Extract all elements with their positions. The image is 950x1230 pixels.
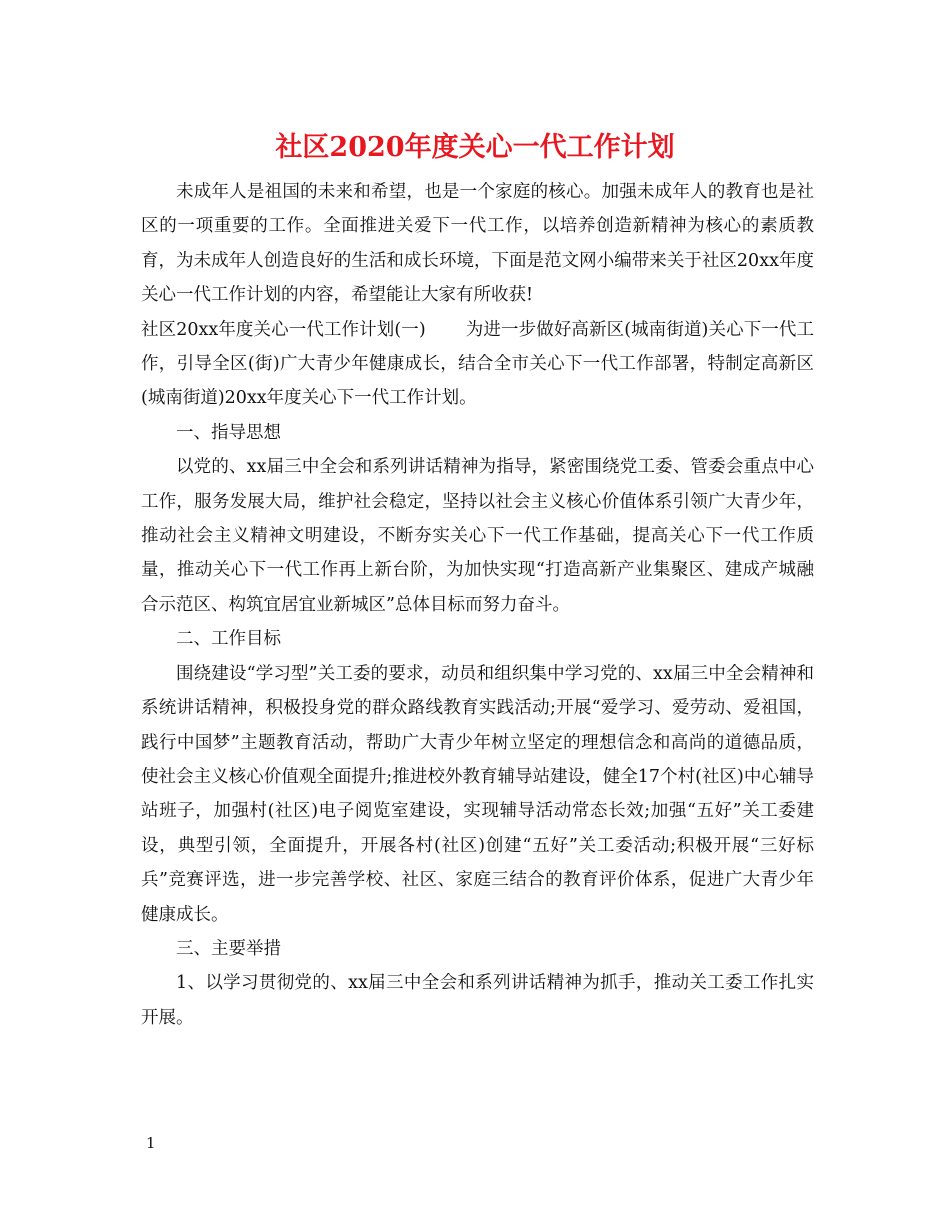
document-body (141, 175, 814, 1035)
plan-intro: 为进一步做好高新区(城南街道)关心下一代工作，引导全区(街)广大青少年健康成长，结合全市关心下一代工作部署，特制定高新区(城南街道)20xx年度关心下一代工作计划。 (141, 319, 814, 409)
plan-heading: 社区20xx年度关心一代工作计划(一) (141, 319, 426, 340)
section-heading-work-goals: 二、工作目标 (176, 629, 281, 650)
section-text-work-goals: 围绕建设“学习型”关工委的要求，动员和组织集中学习党的、xx届三中全会精神和系统讲话精神，积极投身党的群众路线教育实践活动;开展“爱学习、爱劳动、爱祖国，践行中国梦”主题教育活动，帮助广大青少年树立坚定的理想信念和高尚的道德品质，使社会主义核心价值观全面提升;推进校外教育辅导站建设，健全17个村(社区)中心辅导站班子，加强村(社区)电子阅览室建设，实现辅导活动常态长效;加强“五好”关工委建设，典型引领，全面提升，开展各村(社区)创建“五好”关工委活动;积极开展“三好标兵”竞赛评选，进一步完善学校、社区、家庭三结合的教育评价体系，促进广大青少年健康成长。 (141, 663, 814, 925)
plan-paragraph (141, 313, 814, 416)
document-title: 社区2020年度关心一代工作计划 (275, 132, 675, 163)
section-text-main-measures: 1、以学习贯彻党的、xx届三中全会和系列讲话精神为抓手，推动关工委工作扎实开展。 (141, 973, 814, 1028)
intro-paragraph: 未成年人是祖国的未来和希望，也是一个家庭的核心。加强未成年人的教育也是社区的一项重要的工作。全面推进关爱下一代工作，以培养创造新精神为核心的素质教育，为未成年人创造良好的生活和成长环境，下面是范文网小编带来关于社区20xx年度关心一代工作计划的内容，希望能让大家有所收获! (141, 182, 814, 306)
section-heading-guiding-ideology: 一、指导思想 (176, 422, 281, 443)
section-heading-main-measures: 三、主要举措 (176, 938, 281, 959)
section-text-guiding-ideology: 以党的、xx届三中全会和系列讲话精神为指导，紧密围绕党工委、管委会重点中心工作，服务发展大局，维护社会稳定，坚持以社会主义核心价值体系引领广大青少年，推动社会主义精神文明建设，不断夯实关心下一代工作基础，提高关心下一代工作质量，推动关心下一代工作再上新台阶，为加快实现“打造高新产业集聚区、建成产城融合示范区、构筑宜居宜业新城区”总体目标而努力奋斗。 (141, 457, 814, 615)
page-number: 1 (146, 1134, 156, 1152)
